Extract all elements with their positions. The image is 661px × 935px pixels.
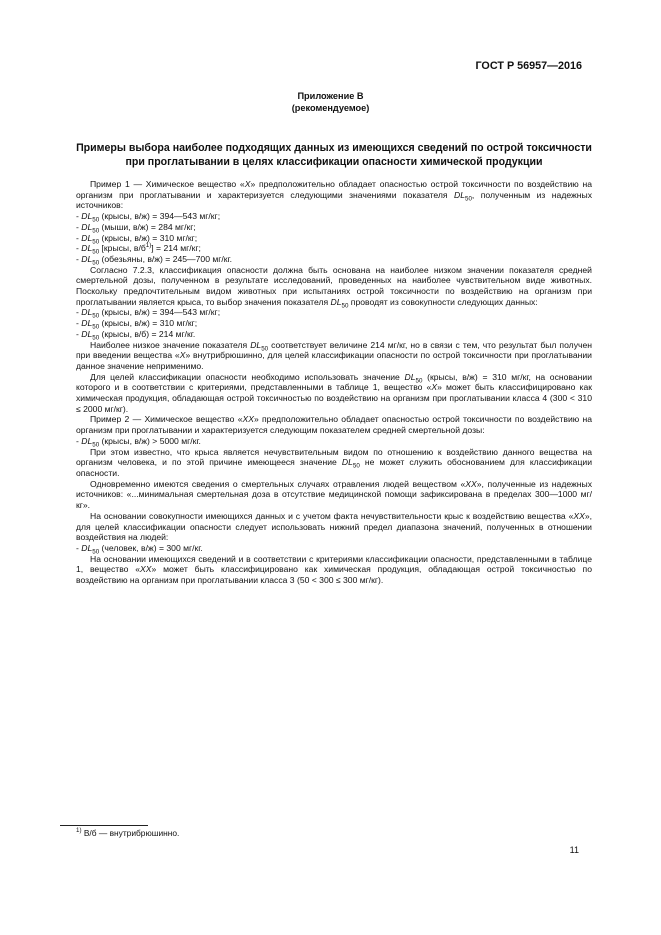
list-item: - $DL_{50}$ (крысы, в/ж) = 310 мг/кг; [76, 232, 198, 246]
footnote [76, 828, 179, 839]
list-item: - $DL_{50}$ (крысы, в/ж) = 394—543 мг/кг; [76, 211, 221, 224]
list-item: - $DL_{50}$ (человек, в/ж) = 300 мг/кг. [76, 542, 203, 556]
paragraph: Пример 2 — Химическое вещество «XX» предположительно обладает опасностью острой токсичности по воздействию на организм при проглатывании и характеризуется следующим показателем средней смертельной дозы: [76, 414, 592, 436]
paragraph: Для целей классификации опасности необходимо использовать значение $DL_{50}$ (крысы, в/ж) = 310 мг/кг, на основании которого и в соответствии с критериями, представленными в таблице 1, вещество «X» может быть классифицировано как химическая продукция, обладающая острой токсичностью по воздействию на организм при проглатывании класса 4 (300 < 310 ≤ 2000 мг/кг). [76, 371, 592, 414]
appendix-heading [0, 91, 661, 114]
list-item: - $DL_{50}$ (крысы, в/б) = 214 мг/кг. [76, 328, 196, 342]
section-title: Примеры выбора наиболее подходящих данных из имеющихся сведений по острой токсичности при проглатывании в целях классификации опасности химической продукции [76, 142, 592, 168]
document-code: ГОСТ Р 56957—2016 [475, 60, 582, 72]
list-item: - $DL_{50}$ [крысы, $в/б^{1)}] = 214$ мг/кг; [76, 242, 201, 256]
list-item: - $DL_{50}$ (крысы, в/ж) = 394—543 мг/кг; [76, 307, 221, 321]
paragraph: На основании имеющихся сведений и в соответствии с критериями классификации опасности, представленными в таблице 1, вещество «XX» может быть классифицировано как химическая продукция, обладающая острой токсичностью по воздействию на организм при проглатывании класса 3 (50 < 300 ≤ 300 мг/кг). [76, 553, 592, 586]
list-item: - $DL_{50}$ (обезьяны, в/ж) = 245—700 мг/кг. [76, 253, 233, 267]
footnote-mark: 1) [76, 827, 82, 835]
list-item: - $DL_{50}$ (мыши, в/ж) = 284 мг/кг; [76, 221, 196, 235]
paragraph: Одновременно имеются сведения о смертельных случаях отравления людей веществом «XX», полученные из надежных источников: «...минимальная смертельная доза в отсутствие медицинской помощи зафиксирована в пределах 300—1000 мг/кг». [76, 478, 592, 511]
list-item: - $DL_{50}$ (крысы, в/ж) > 5000 мг/кг. [76, 435, 201, 449]
list-item: - $DL_{50}$ (крысы, в/ж) = 310 мг/кг; [76, 318, 198, 331]
footnote-divider [60, 825, 148, 826]
document-body [76, 179, 592, 586]
page-number: 11 [569, 845, 579, 855]
appendix-title: Приложение В [297, 91, 364, 101]
paragraph: Пример 1 — Химическое вещество «X» предположительно обладает опасностью острой токсичности по воздействию на организм при проглатывании и характеризуется следующими значениями показателя $DL_{50}$, полученным из надежных источников: [76, 179, 592, 211]
appendix-subtitle: (рекомендуемое) [291, 102, 370, 113]
paragraph: Согласно 7.2.3, классификация опасности должна быть основана на наиболее низком значении показателя средней смертельной дозы, полученном в результате исследований, проведенных на наиболее чувствительном виде животных. Поскольку предпочтительным видом животных при испытаниях острой токсичности по воздействию на организм при проглатывании является крыса, то выбор значения показателя $DL_{50}$ проводят из совокупности следующих данных: [76, 264, 592, 310]
paragraph: На основании совокупности имеющихся данных и с учетом факта нечувствительности крыс к воздействию вещества «XX», для целей классификации опасности следует использовать нижний предел диапазона значений, полученных в отношении воздействия на людей: [76, 510, 592, 543]
paragraph: При этом известно, что крыса является нечувствительным видом по отношению к воздействию данного вещества на организм человека, и по этой причине имеющееся значение $DL_{50}$ не может служить обоснованием для классификации опасности. [76, 446, 592, 478]
paragraph: Наиболее низкое значение показателя $DL_{50}$ соответствует величине 214 мг/кг, но в связи с тем, что результат был получен при введении вещества «X» внутрибрюшинно, для целей классификации опасности по острой токсичности при проглатывании данное значение неприменимо. [76, 339, 592, 371]
footnote-text: В/б — внутрибрюшинно. [81, 828, 180, 838]
